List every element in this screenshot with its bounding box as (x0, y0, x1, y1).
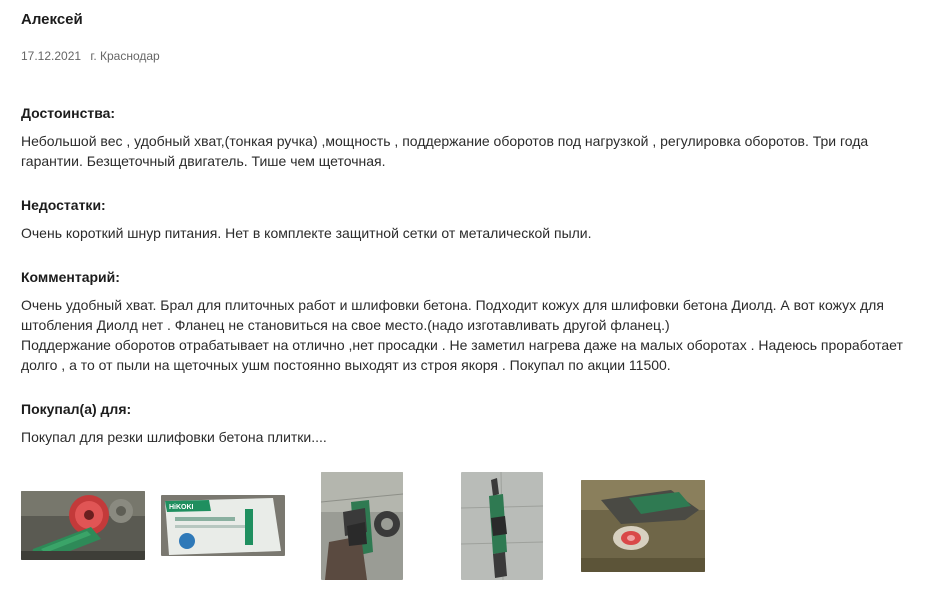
usage-text: Покупал для резки шлифовки бетона плитки.... (21, 429, 327, 445)
cons-text: Очень короткий шнур питания. Нет в комплекте защитной сетки от металической пыли. (21, 225, 592, 241)
pros-heading: Достоинства: (21, 105, 116, 121)
cons-heading: Недостатки: (21, 197, 106, 213)
comment-heading: Комментарий: (21, 269, 120, 285)
comment-text-2: Поддержание оборотов отрабатывает на отлично ,нет просадки . Не заметил нагрева даже на малых оборотах . Надеюсь проработает долго , а то от пыли на щеточных ушм постоянно выходят из строя якоря . Покупал по акции 11500. (21, 337, 903, 373)
review-date: 17.12.2021 (21, 49, 82, 63)
review-meta (21, 49, 166, 63)
photo-hikoki-box[interactable] (161, 495, 285, 556)
pros-text: Небольшой вес , удобный хват,(тонкая ручка) ,мощность , поддержание оборотов под нагрузкой , регулировка оборотов. Три года гарантии. Безщеточный двигатель. Тише чем щеточная. (21, 133, 869, 169)
comment-text-1: Очень удобный хват. Брал для плиточных работ и шлифовки бетона. Подходит кожух для шлифовки бетона Диолд. А вот кожух для штобления Диолд нет . Фланец не становиться на свое место.(надо изготавливать другой фланец.) (21, 297, 884, 333)
photo-grinder-on-floor[interactable] (581, 480, 705, 572)
photo-grinder-on-tiles[interactable] (461, 472, 543, 580)
usage-heading: Покупал(а) для: (21, 401, 132, 417)
review-author: Алексей (21, 11, 83, 28)
box-label: HiKOKI (169, 504, 194, 511)
photo-grinder-in-hand[interactable] (321, 472, 403, 580)
photo-grinder-red-disc[interactable] (21, 491, 145, 560)
review-city: г. Краснодар (90, 49, 160, 63)
